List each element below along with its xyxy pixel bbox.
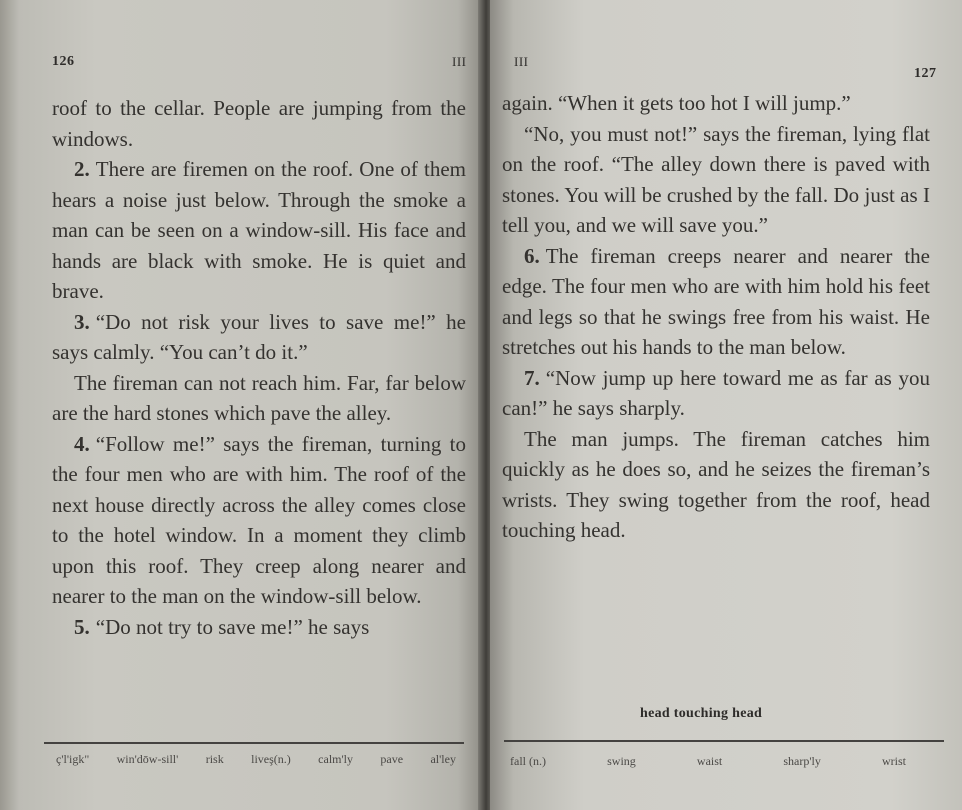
vocab-word: win'dōw-sill' (116, 752, 179, 766)
paragraph (502, 241, 930, 363)
footer-rule (44, 742, 464, 744)
paragraph-text: “No, you must not!” says the fireman, lying flat on the roof. “The alley down there is paved with stones. You will be crushed by the fall. Do just as I tell you, and we will save you.” (502, 121, 930, 237)
paragraph (52, 612, 466, 643)
paragraph-text: again. “When it gets too hot I will jump.” (502, 91, 851, 115)
vocab-word: al'ley (430, 752, 456, 766)
illustration-caption: head touching head (640, 706, 763, 721)
body-text (502, 88, 930, 546)
page-number: 127 (914, 66, 937, 81)
vocab-word: wrist (882, 754, 906, 768)
footer-rule (504, 740, 944, 742)
paragraph-number: 3. (74, 309, 90, 334)
chapter-marker: III (452, 54, 467, 69)
right-page (490, 0, 962, 810)
paragraph (52, 307, 466, 368)
paragraph-text: There are firemen on the roof. One of them hears a noise just below. Through the smoke a man can be seen on a window-sill. His face and hands are black with smoke. He is quiet and brave. (52, 157, 466, 303)
vocab-word: liveş(n.) (251, 752, 291, 766)
paragraph-text: The fireman creeps nearer and nearer the edge. The four men who are with him hold his feet and legs so that he swings free from his waist. He stretches out his hands to the man below. (502, 243, 930, 359)
paragraph-text: roof to the cellar. People are jumping from the windows. (52, 96, 466, 151)
chapter-marker: III (514, 54, 529, 69)
paragraph-text: “Now jump up here toward me as far as you can!” he says sharply. (502, 365, 930, 420)
paragraph-number: 7. (524, 365, 540, 390)
vocabulary-footer (510, 754, 906, 769)
paragraph (52, 154, 466, 307)
paragraph-text: “Follow me!” says the fireman, turning to the four men who are with him. The roof of the next house directly across the alley comes close to the hotel window. In a moment they climb upon this roof. They creep along nearer and nearer to the man on the window-sill below. (52, 431, 466, 608)
paragraph-text: The man jumps. The fireman catches him quickly as he does so, and he seizes the fireman’s wrists. They swing together from the roof, head touching head. (502, 426, 930, 542)
paragraph (52, 429, 466, 612)
paragraph-text: The fireman can not reach him. Far, far below are the hard stones which pave the alley. (52, 370, 466, 425)
vocab-word: sharp'ly (783, 754, 821, 768)
paragraph-number: 2. (74, 157, 90, 181)
page-number: 126 (52, 54, 75, 69)
body-text (52, 93, 466, 642)
paragraph-number: 4. (74, 431, 90, 456)
vocab-word: risk (205, 752, 224, 766)
paragraph-text: “Do not risk your lives to save me!” he says calmly. “You can’t do it.” (52, 309, 466, 364)
vocab-word: ç'l'igk" (56, 752, 90, 766)
paragraph (502, 424, 930, 546)
vocab-word: waist (696, 754, 723, 768)
paragraph-text: “Do not try to save me!” he says (95, 614, 370, 639)
paragraph-number: 6. (524, 243, 540, 268)
vocabulary-footer (56, 752, 456, 767)
vocab-word: pave (380, 752, 404, 766)
vocab-word: calm'ly (318, 752, 353, 766)
vocab-word: fall (n.) (510, 754, 546, 768)
paragraph (502, 119, 930, 241)
vocab-word: swing (607, 754, 636, 768)
paragraph (52, 93, 466, 154)
paragraph (502, 88, 930, 119)
paragraph (52, 368, 466, 429)
paragraph (502, 363, 930, 424)
paragraph-number: 5. (74, 614, 90, 639)
